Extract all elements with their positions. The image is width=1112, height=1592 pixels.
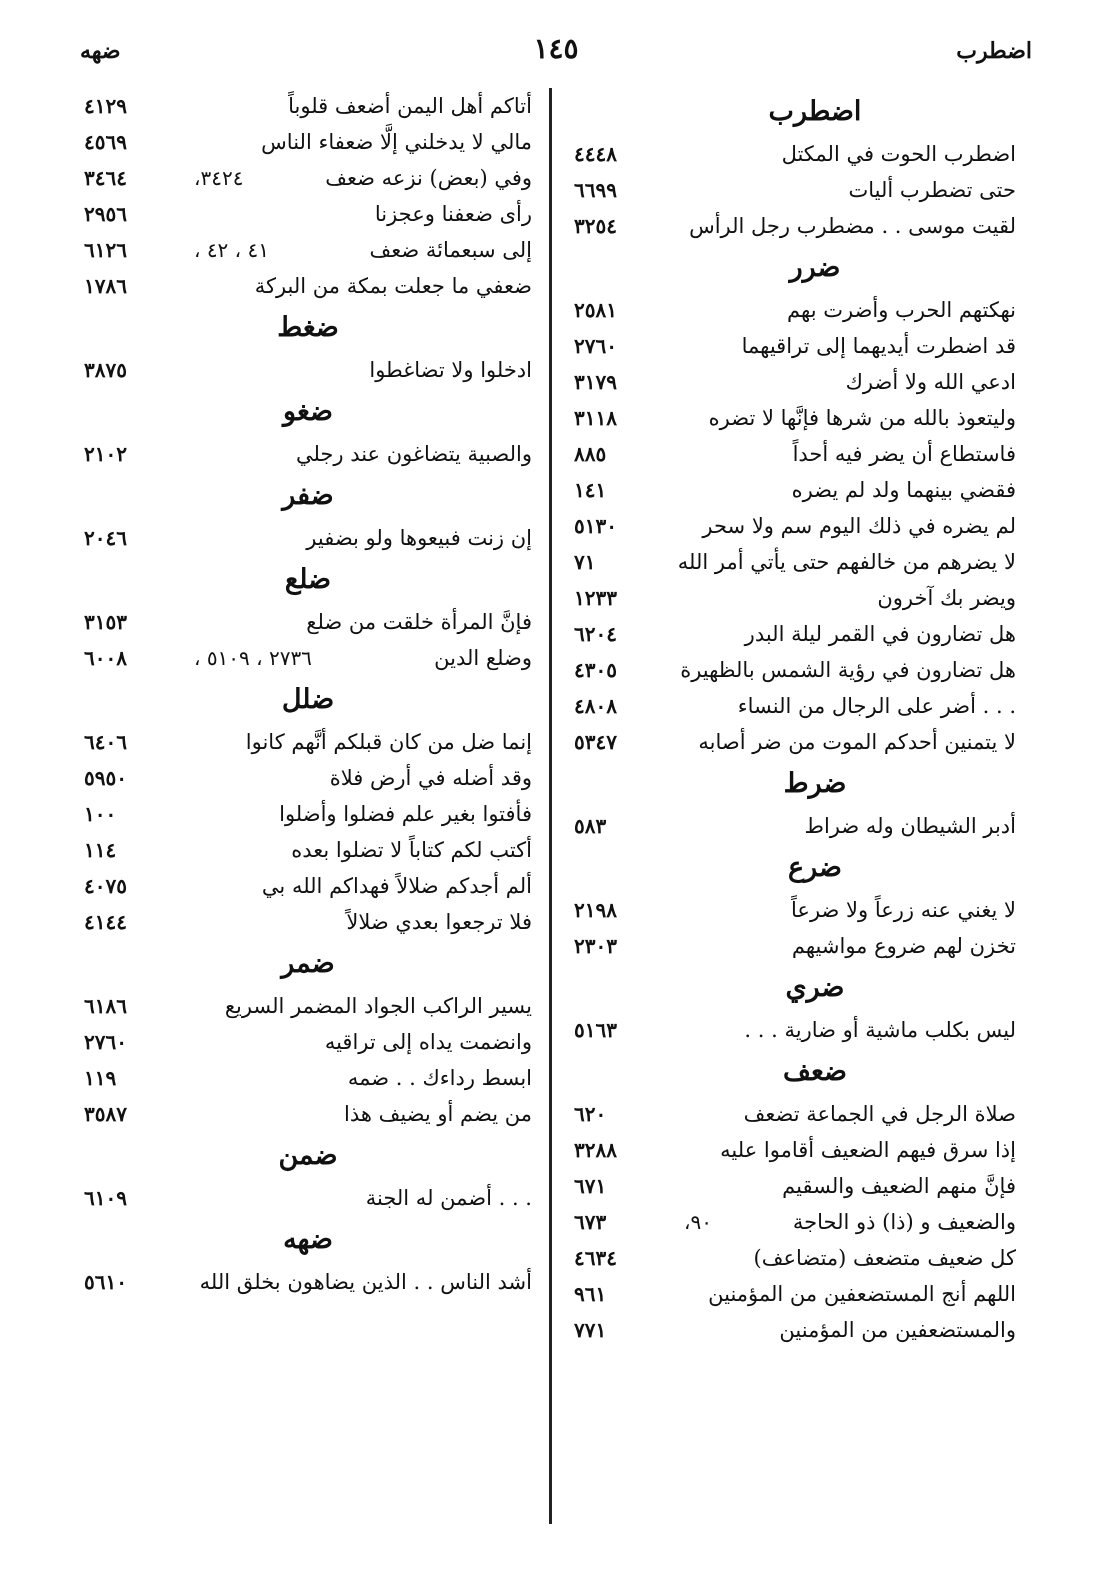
entry-text: من يضم أو يضيف هذا [343,1102,532,1126]
entry-ref-number: ٥٩٥٠ [84,766,127,790]
entry-row [574,580,1016,616]
entry-row [84,640,532,676]
entry-text: والضعيف و (ذا) ذو الحاجة [792,1210,1016,1234]
entry-text: فإنَّ المرأة خلقت من ضلع [306,610,532,634]
entry-ref-number: ٣٤٦٤ [84,166,127,190]
entry-text: اللهم أنج المستضعفين من المؤمنين [708,1282,1016,1306]
entry-ref-number: ٤٠٧٥ [84,874,127,898]
root-heading: ضغو [283,396,333,427]
entry-row [574,544,1016,580]
entry-row [84,160,532,196]
entry-ref-number: ٤٥٦٩ [84,130,127,154]
entry-row [574,688,1016,724]
entry-ref-number: ٤١٢٩ [84,94,127,118]
entry-ref-number: ٦١٨٦ [84,994,127,1018]
entry-ref-number: ٧٧١ [574,1318,607,1342]
entry-text: نهكتهم الحرب وأضرت بهم [787,298,1016,322]
entry-row [574,472,1016,508]
entry-ref-number: ٢١٩٨ [574,898,617,922]
entry-ref-number: ٢٣٠٣ [574,934,617,958]
entry-ref-number: ٩٦١ [574,1282,607,1306]
entry-ref-number: ١٠٠ [84,802,117,826]
entry-row [574,892,1016,928]
entry-text: وليتعوذ بالله من شرها فإنَّها لا تضره [708,406,1016,430]
entry-text: فأفتوا بغير علم فضلوا وأضلوا [279,802,532,826]
root-heading: ضري [785,972,845,1003]
entry-text: وفي (بعض) نزعه ضعف [325,166,532,190]
entry-text: فلا ترجعوا بعدي ضلالاً [346,910,532,934]
page-number: ١٤٥ [533,32,579,65]
entry-text: . . . أضر على الرجال من النساء [737,694,1016,718]
entry-row [84,1180,532,1216]
entry-text: والصبية يتضاغون عند رجلي [295,442,532,466]
entry-text: إذا سرق فيهم الضعيف أقاموا عليه [720,1138,1016,1162]
entry-text: والمستضعفين من المؤمنين [779,1318,1016,1342]
entry-ref-number: ٧١ [574,550,596,574]
entry-text: تخزن لهم ضروع مواشيهم [791,934,1016,958]
entry-row [84,352,532,388]
entry-ref-number: ٣١١٨ [574,406,617,430]
entry-text: وضلع الدين [434,646,532,670]
entry-text: صلاة الرجل في الجماعة تضعف [743,1102,1016,1126]
entry-ref-number: ٥٨٣ [574,814,607,838]
entry-row [574,724,1016,760]
entry-text: . . . أضمن له الجنة [365,1186,532,1210]
entry-ref-number: ٤٣٠٥ [574,658,617,682]
root-heading: ضرر [789,252,841,283]
entry-row [574,1276,1016,1312]
entry-text: ادعي الله ولا أضرك [845,370,1016,394]
page-header [80,32,1032,72]
entry-row [574,1132,1016,1168]
entry-text: ويضر بك آخرون [877,586,1016,610]
entry-ref-number: ٦١٠٩ [84,1186,127,1210]
root-heading: ضرع [788,852,842,883]
entry-row [84,868,532,904]
entry-extra-refs: ٢٧٣٦ ، ٥١٠٩ ، [194,646,312,670]
entry-row [574,136,1016,172]
root-heading: ضغط [277,312,339,343]
entry-ref-number: ٣١٥٣ [84,610,127,634]
entry-text: أكتب لكم كتاباً لا تضلوا بعده [291,838,532,862]
entry-ref-number: ٣٨٧٥ [84,358,127,382]
entry-row [84,124,532,160]
entry-ref-number: ٥٦١٠ [84,1270,127,1294]
entry-text: فاستطاع أن يضر فيه أحداً [792,442,1016,466]
entry-text: كل ضعيف متضعف (متضاعف) [753,1246,1016,1270]
entry-extra-refs: ٩٠، [684,1210,712,1234]
entry-text: وانضمت يداه إلى تراقيه [324,1030,532,1054]
root-heading: ضرط [783,768,847,799]
entry-ref-number: ٦١٢٦ [84,238,127,262]
entry-row [574,1204,1016,1240]
entry-ref-number: ٥٣٤٧ [574,730,617,754]
entry-ref-number: ٤٤٤٨ [574,142,617,166]
entry-text: أتاكم أهل اليمن أضعف قلوباً [288,94,532,118]
entry-text: لا يغني عنه زرعاً ولا ضرعاً [791,898,1016,922]
entry-row [84,520,532,556]
entry-text: قد اضطرت أيديهما إلى تراقيهما [741,334,1016,358]
entry-row [84,88,532,124]
entry-ref-number: ١١٤ [84,838,117,862]
entry-text: ألم أجدكم ضلالاً فهداكم الله بي [261,874,532,898]
entry-ref-number: ٥١٣٠ [574,514,617,538]
entry-text: إن زنت فبيعوها ولو بضفير [306,526,532,550]
entry-row [84,1024,532,1060]
entry-text: مالي لا يدخلني إلَّا ضعفاء الناس [261,130,532,154]
right-column [574,88,1016,1348]
entry-row [574,400,1016,436]
entry-text: أدبر الشيطان وله ضراط [804,814,1016,838]
entry-text: فقضي بينهما ولد لم يضره [791,478,1016,502]
entry-ref-number: ٤١٤٤ [84,910,127,934]
entry-row [574,508,1016,544]
entry-row [84,904,532,940]
entry-text: وقد أضله في أرض فلاة [329,766,532,790]
entry-text: أشد الناس . . الذين يضاهون بخلق الله [199,1270,532,1294]
entry-ref-number: ٢٥٨١ [574,298,617,322]
entry-text: هل تضارون في رؤية الشمس بالظهيرة [680,658,1016,682]
entry-row [84,604,532,640]
root-heading: ضعف [783,1056,847,1087]
entry-row [574,328,1016,364]
entry-row [574,436,1016,472]
entry-ref-number: ٦٤٠٦ [84,730,127,754]
root-heading: ضهه [283,1224,333,1255]
root-heading: ضلع [284,564,332,595]
entry-ref-number: ٦٧١ [574,1174,607,1198]
entry-ref-number: ١٤١ [574,478,607,502]
entry-row [84,196,532,232]
entry-ref-number: ٢١٠٢ [84,442,127,466]
entry-ref-number: ٤٨٠٨ [574,694,617,718]
entry-row [574,1012,1016,1048]
root-heading: ضفر [282,480,334,511]
column-divider [549,88,552,1524]
entry-ref-number: ٦٠٠٨ [84,646,127,670]
entry-ref-number: ٦٢٠٤ [574,622,617,646]
entry-text: إنما ضل من كان قبلكم أنَّهم كانوا [245,730,532,754]
entry-text: لا يتمنين أحدكم الموت من ضر أصابه [698,730,1016,754]
entry-row [574,1240,1016,1276]
entry-row [574,808,1016,844]
entry-row [574,1096,1016,1132]
entry-ref-number: ٥١٦٣ [574,1018,617,1042]
entry-text: ادخلوا ولا تضاغطوا [369,358,532,382]
entry-ref-number: ٤٦٣٤ [574,1246,617,1270]
entry-ref-number: ١٢٣٣ [574,586,617,610]
entry-text: اضطرب الحوت في المكتل [781,142,1016,166]
entry-row [574,208,1016,244]
entry-row [84,232,532,268]
root-heading: ضمر [281,948,335,979]
entry-text: هل تضارون في القمر ليلة البدر [744,622,1016,646]
entry-row [574,1312,1016,1348]
entry-ref-number: ٢٩٥٦ [84,202,127,226]
entry-ref-number: ٣١٧٩ [574,370,617,394]
entry-row [574,928,1016,964]
entry-text: لم يضره في ذلك اليوم سم ولا سحر [702,514,1016,538]
entry-ref-number: ٢٧٦٠ [574,334,617,358]
entry-row [574,364,1016,400]
entry-ref-number: ٨٨٥ [574,442,607,466]
entry-row [84,796,532,832]
entry-row [574,652,1016,688]
entry-row [574,1168,1016,1204]
entry-extra-refs: ٣٤٢٤، [194,166,244,190]
root-heading: ضمن [278,1140,338,1171]
root-heading: اضطرب [768,96,862,127]
entry-text: فإنَّ منهم الضعيف والسقيم [782,1174,1016,1198]
entry-row [84,1264,532,1300]
entry-row [84,436,532,472]
entry-row [574,292,1016,328]
entry-row [574,616,1016,652]
entry-text: لقيت موسى . . مضطرب رجل الرأس [689,214,1016,238]
entry-row [84,988,532,1024]
entry-ref-number: ١١٩ [84,1066,117,1090]
entry-text: ابسط رداءك . . ضمه [347,1066,532,1090]
entry-text: ضعفي ما جعلت بمكة من البركة [254,274,532,298]
entry-row [84,1096,532,1132]
header-running-title-right: اضطرب [956,38,1032,64]
entry-text: إلى سبعمائة ضعف [369,238,532,262]
entry-row [574,172,1016,208]
entry-ref-number: ٦٧٣ [574,1210,607,1234]
entry-ref-number: ٣٢٨٨ [574,1138,617,1162]
entry-ref-number: ٣٢٥٤ [574,214,617,238]
entry-row [84,1060,532,1096]
entry-ref-number: ٣٥٨٧ [84,1102,127,1126]
entry-text: لا يضرهم من خالفهم حتى يأتي أمر الله [677,550,1016,574]
entry-row [84,724,532,760]
left-column [84,88,532,1300]
entry-row [84,268,532,304]
root-heading: ضلل [281,684,335,715]
entry-ref-number: ٦٢٠ [574,1102,607,1126]
entry-text: ليس بكلب ماشية أو ضارية . . . [744,1018,1016,1042]
entry-row [84,760,532,796]
entry-ref-number: ٢٠٤٦ [84,526,127,550]
entry-text: حتى تضطرب أليات [848,178,1016,202]
entry-ref-number: ١٧٨٦ [84,274,127,298]
entry-text: يسير الراكب الجواد المضمر السريع [224,994,532,1018]
entry-ref-number: ٦٦٩٩ [574,178,617,202]
entry-ref-number: ٢٧٦٠ [84,1030,127,1054]
entry-row [84,832,532,868]
header-running-title-left: ضهه [80,38,121,64]
entry-text: رأى ضعفنا وعجزنا [374,202,532,226]
entry-extra-refs: ٤١ ، ٤٢ ، [194,238,269,262]
